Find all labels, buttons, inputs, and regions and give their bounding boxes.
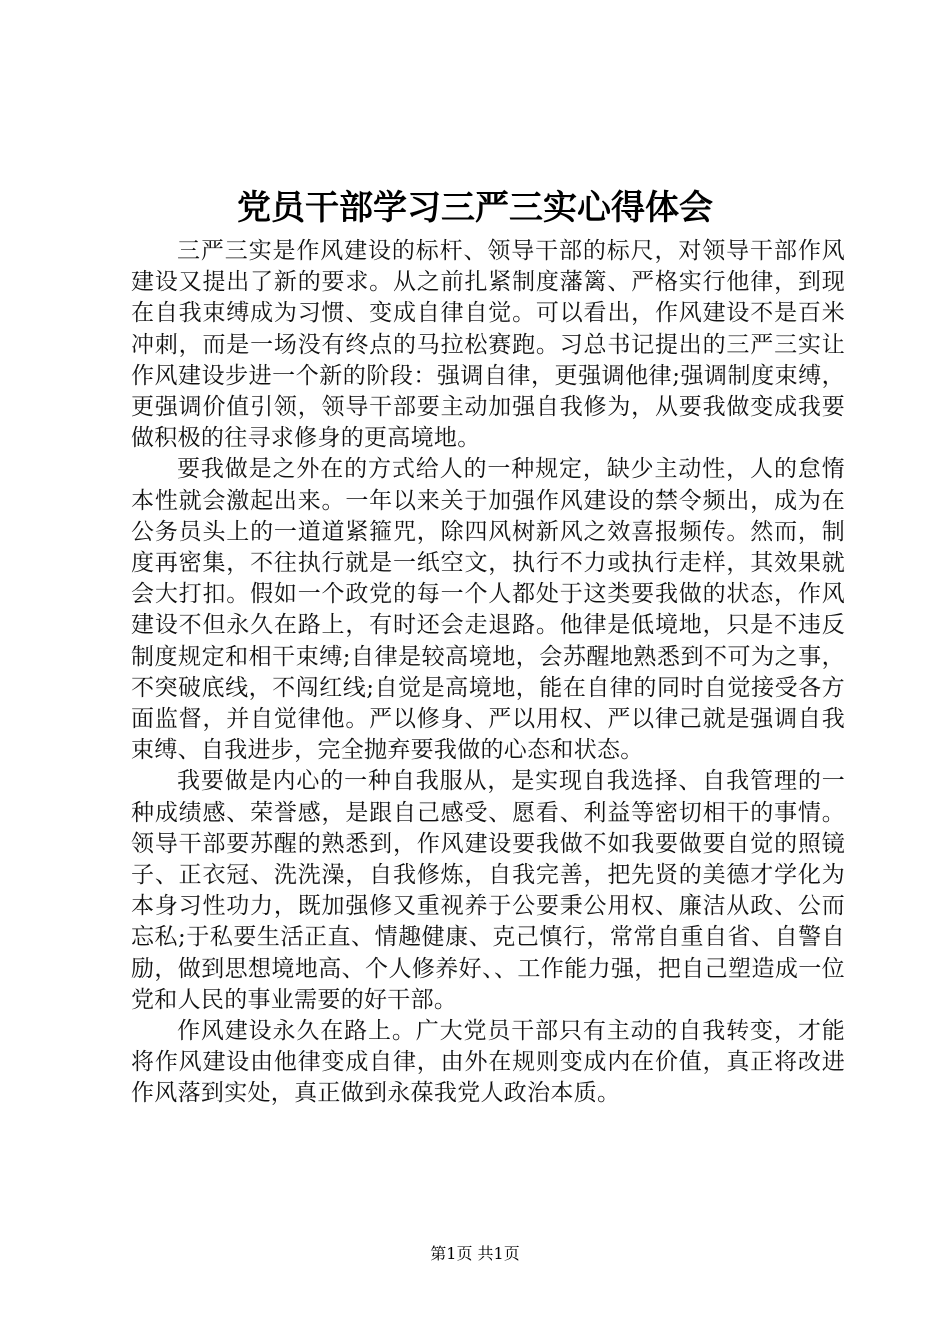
paragraph-2: 要我做是之外在的方式给人的一种规定，缺少主动性，人的怠惰本性就会激起出来。一年以来关于加强作风建设的禁令频出，成为在公务员头上的一道道紧箍咒，除四风树新风之效喜报频传。然而，制度再密集，不往执行就是一纸空文，执行不力或执行走样，其效果就会大打扣。假如一个政党的每一个人都处于这类要我做的状态，作风建设不但永久在路上，有时还会走退路。他律是低境地，只是不违反制度规定和相干束缚;自律是较高境地，会苏醒地熟悉到不可为之事，不突破底线，不闯红线;自觉是高境地，能在自律的同时自觉接受各方面监督，并自觉律他。严以修身、严以用权、严以律己就是强调自我束缚、自我进步，完全抛弃要我做的心态和状态。 xyxy=(131,456,845,764)
paragraph-1: 三严三实是作风建设的标杆、领导干部的标尺，对领导干部作风建设又提出了新的要求。从之前扎紧制度藩篱、严格实行他律，到现在自我束缚成为习惯、变成自律自觉。可以看出，作风建设不是百米冲刺，而是一场没有终点的马拉松赛跑。习总书记提出的三严三实让作风建设步进一个新的阶段：强调自律，更强调他律;强调制度束缚，更强调价值引领，领导干部要主动加强自我修为，从要我做变成我要做积极的往寻求修身的更高境地。 xyxy=(131,238,845,452)
page-number-footer: 第1页 共1页 xyxy=(430,1244,520,1263)
paragraph-3: 我要做是内心的一种自我服从，是实现自我选择、自我管理的一种成绩感、荣誉感，是跟自己感受、愿看、利益等密切相干的事情。领导干部要苏醒的熟悉到，作风建设要我做不如我要做要自觉的照镜子、正衣冠、洗洗澡，自我修炼，自我完善，把先贤的美德才学化为本身习性功力，既加强修又重视养于公要秉公用权、廉洁从政、公而忘私;于私要生活正直、情趣健康、克己慎行，常常自重自省、自警自励，做到思想境地高、个人修养好、、工作能力强，把自己塑造成一位党和人民的事业需要的好干部。 xyxy=(131,768,845,1013)
document-title: 党员干部学习三严三实心得体会 xyxy=(237,188,713,228)
paragraph-4: 作风建设永久在路上。广大党员干部只有主动的自我转变，才能将作风建设由他律变成自律，由外在规则变成内在价值，真正将改进作风落到实处，真正做到永葆我党人政治本质。 xyxy=(131,1018,845,1107)
document-body xyxy=(131,236,845,1110)
